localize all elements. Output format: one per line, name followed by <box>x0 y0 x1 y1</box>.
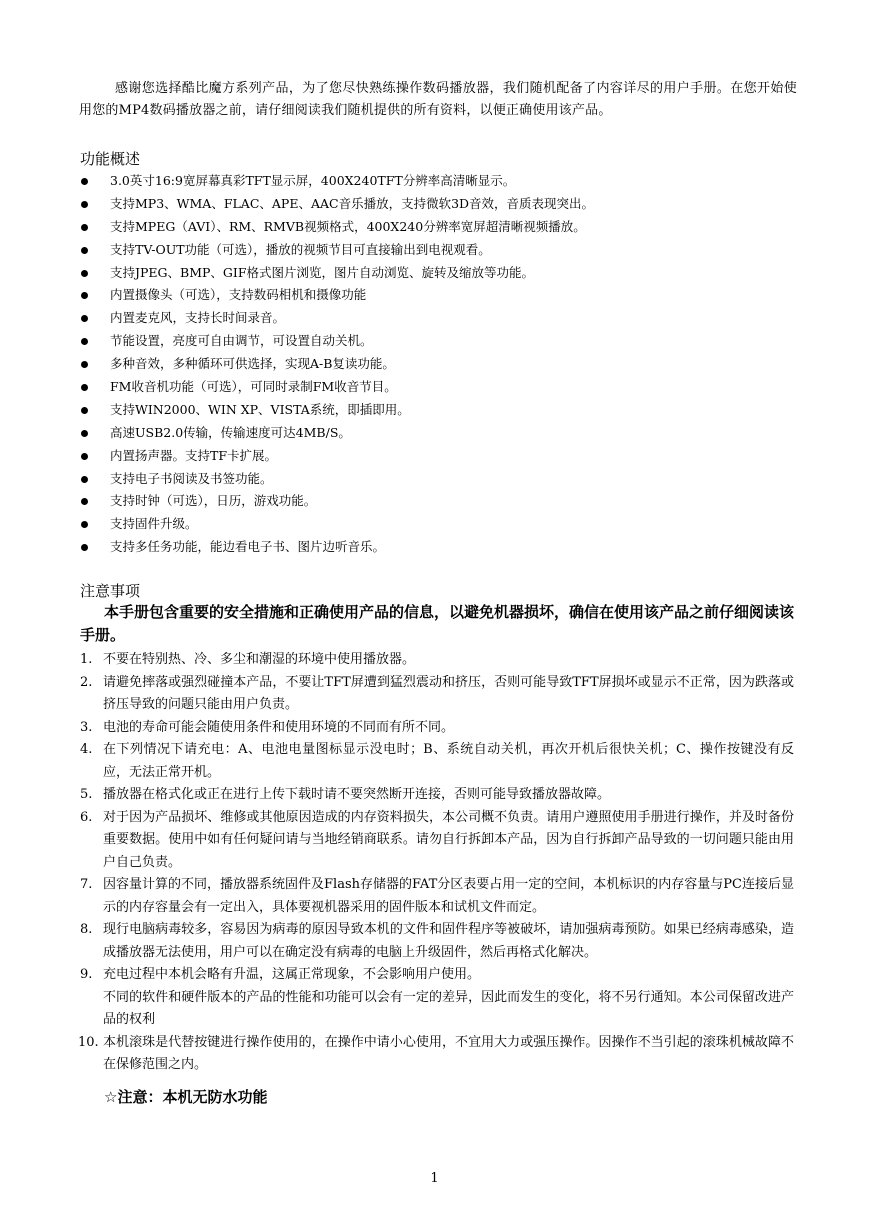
feature-item <box>80 399 800 422</box>
bullet-icon <box>81 407 88 414</box>
feature-text: FM收音机功能（可选），可同时录制FM收音节目。 <box>110 379 397 395</box>
note-number: 8. <box>80 922 93 937</box>
feature-text: 多种音效，多种循环可供选择，实现A-B复读功能。 <box>110 356 395 372</box>
feature-text: 支持电子书阅读及书签功能。 <box>110 470 273 486</box>
note-item <box>80 874 794 919</box>
note-item <box>80 739 794 784</box>
feature-text: 高速USB2.0传输，传输速度可达4MB/S。 <box>110 424 351 440</box>
bullet-icon <box>81 292 88 299</box>
note-text: 因容量计算的不同，播放器系统固件及Flash存储器的FAT分区表要占用一定的空间，本机标识的内存容量与PC连接后显示的内存容量会有一定出入，具体要视机器采用的固件版本和试机文件而定。 <box>103 877 794 915</box>
note-item <box>80 672 794 717</box>
feature-text: 支持MPEG（AVI）、RM、RMVB视频格式，400X240分辨率宽屏超清晰视频播放。 <box>110 218 586 234</box>
note-text: 本机滚珠是代替按键进行操作使用的，在操作中请小心使用，不宜用大力或强压操作。因操作不当引起的滚珠机械故障不在保修范围之内。 <box>103 1034 794 1072</box>
feature-item <box>80 445 800 468</box>
bullet-icon <box>81 521 88 528</box>
bullet-icon <box>81 224 88 231</box>
note-number: 5. <box>80 787 93 802</box>
note-item <box>80 1032 794 1077</box>
bullet-icon <box>81 270 88 277</box>
feature-item <box>80 513 800 536</box>
feature-text: 支持JPEG、BMP、GIF格式图片浏览，图片自动浏览、旋转及缩放等功能。 <box>110 264 535 280</box>
note-text: 对于因为产品损坏、维修或其他原因造成的内存资料损失，本公司概不负责。请用户遵照使用手册进行操作，并及时备份重要数据。使用中如有任何疑问请与当地经销商联系。请勿自行拆卸本产品，因为自行拆卸产品导致的一切问题只能由用户自己负责。 <box>103 809 794 870</box>
feature-text: 支持MP3、WMA、FLAC、APE、AAC音乐播放，支持微软3D音效，音质表现突出。 <box>110 195 595 211</box>
note-number: 4. <box>80 742 93 757</box>
feature-text: 节能设置，亮度可自由调节，可设置自动关机。 <box>110 333 373 349</box>
feature-text: 支持TV-OUT功能（可选），播放的视频节目可直接输出到电视观看。 <box>110 241 491 257</box>
note-text: 现行电脑病毒较多，容易因为病毒的原因导致本机的文件和固件程序等被破坏，请加强病毒预防。如果已经病毒感染，造成播放器无法使用，用户可以在确定没有病毒的电脑上升级固件，然后再格式化解决。 <box>103 922 794 960</box>
intro-paragraph: 感谢您选择酷比魔方系列产品，为了您尽快熟练操作数码播放器，我们随机配备了内容详尽的用户手册。在您开始使用您的MP4数码播放器之前，请仔细阅读我们随机提供的所有资料，以便正确使用该产品。 <box>79 81 797 118</box>
note-number: 6. <box>80 809 93 825</box>
feature-item <box>80 490 800 513</box>
feature-item <box>80 307 800 330</box>
feature-item <box>80 262 800 285</box>
bullet-icon <box>81 430 88 437</box>
feature-list <box>80 170 800 559</box>
bullet-icon <box>81 361 88 368</box>
note-text: 播放器在格式化或正在进行上传下载时请不要突然断开连接，否则可能导致播放器故障。 <box>103 787 611 802</box>
notes-list <box>80 649 794 1077</box>
intro-section <box>79 78 797 122</box>
bullet-icon <box>81 544 88 551</box>
note-item <box>80 784 794 807</box>
feature-item <box>80 468 800 491</box>
feature-item <box>80 422 800 445</box>
note-text: 不要在特别热、冷、多尘和潮湿的环境中使用播放器。 <box>103 652 416 667</box>
feature-text: 支持WIN2000、WIN XP、VISTA系统，即插即用。 <box>110 401 410 417</box>
note-number: 10. <box>78 1034 99 1050</box>
feature-text: 内置麦克风，支持长时间录音。 <box>110 310 286 326</box>
feature-item <box>80 330 800 353</box>
feature-text: 支持多任务功能，能边看电子书、图片边听音乐。 <box>110 539 386 555</box>
note-text: 在下列情况下请充电：A、电池电量图标显示没电时；B、系统自动关机，再次开机后很快关机；C、操作按键没有反应，无法正常开机。 <box>103 742 794 780</box>
notes-lead-paragraph: 本手册包含重要的安全措施和正确使用产品的信息，以避免机器损坏，确信在使用该产品之前仔细阅读该手册。 <box>80 603 795 644</box>
feature-item <box>80 170 800 193</box>
bullet-icon <box>81 178 88 185</box>
feature-text: 支持时钟（可选），日历，游戏功能。 <box>110 493 317 509</box>
bullet-icon <box>81 247 88 254</box>
notes-heading: 注意事项 <box>80 582 141 600</box>
page-number: 1 <box>430 1171 439 1186</box>
note-text: 请避免摔落或强烈碰撞本产品，不要让TFT屏遭到猛烈震动和挤压，否则可能导致TFT屏损坏或显示不正常，因为跌落或挤压导致的问题只能由用户负责。 <box>103 674 794 712</box>
feature-item <box>80 353 800 376</box>
feature-text: 3.0英寸16:9宽屏幕真彩TFT显示屏，400X240TFT分辨率高清晰显示。 <box>110 173 516 188</box>
feature-text: 内置摄像头（可选），支持数码相机和摄像功能 <box>110 287 367 303</box>
feature-text: 内置扬声器。支持TF卡扩展。 <box>110 447 278 463</box>
note-text: 充电过程中本机会略有升温，这属正常现象，不会影响用户使用。 <box>103 967 481 982</box>
bullet-icon <box>81 338 88 345</box>
note-number: 2. <box>80 674 93 690</box>
note-number: 3. <box>80 719 93 735</box>
bullet-icon <box>81 315 88 322</box>
note-number: 9. <box>80 967 93 982</box>
note-item <box>80 987 794 1032</box>
note-item <box>80 649 794 672</box>
bullet-icon <box>81 384 88 391</box>
bullet-icon <box>81 476 88 483</box>
note-text: 电池的寿命可能会随使用条件和使用环境的不同而有所不同。 <box>103 719 455 735</box>
note-item <box>80 807 794 875</box>
feature-item <box>80 284 800 307</box>
note-item <box>80 919 794 964</box>
feature-item <box>80 239 800 262</box>
features-heading: 功能概述 <box>80 150 141 168</box>
feature-item <box>80 216 800 239</box>
note-item <box>80 964 794 987</box>
note-number: 1. <box>80 652 93 667</box>
note-text: 不同的软件和硬件版本的产品的性能和功能可以会有一定的差异，因此而发生的变化，将不另行通知。本公司保留改进产品的权利 <box>103 989 794 1027</box>
feature-item <box>80 376 800 399</box>
waterproof-warning: ☆注意：本机无防水功能 <box>104 1088 268 1106</box>
feature-item <box>80 193 800 216</box>
bullet-icon <box>81 201 88 208</box>
note-item <box>80 717 794 740</box>
bullet-icon <box>81 498 88 505</box>
bullet-icon <box>81 453 88 460</box>
feature-text: 支持固件升级。 <box>110 516 198 532</box>
note-number: 7. <box>80 877 93 892</box>
feature-item <box>80 536 800 559</box>
